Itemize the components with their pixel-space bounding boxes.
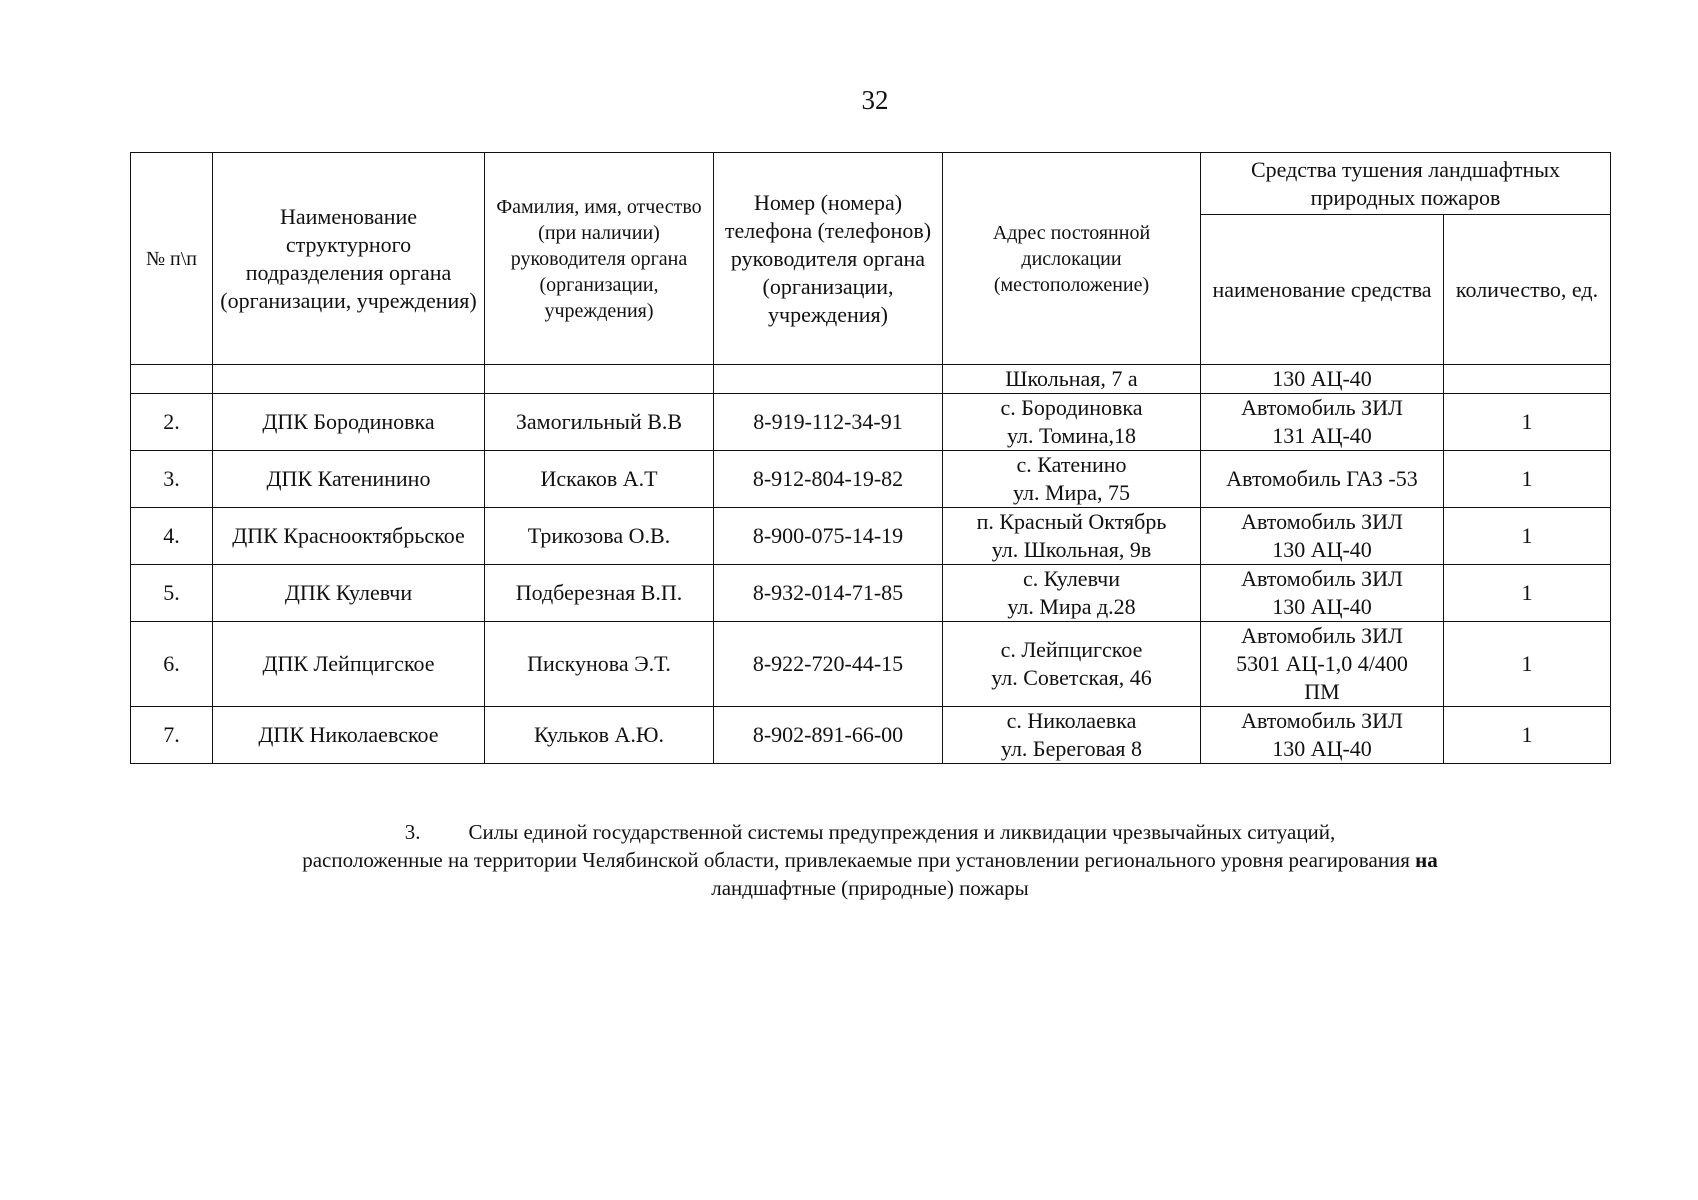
- cell-head-name: Кульков А.Ю.: [485, 707, 714, 764]
- cell-means-name: [1201, 394, 1444, 451]
- table-row: [131, 707, 1611, 764]
- header-unit-name: Наименование структурного подразделения органа (организации, учреждения): [213, 153, 485, 365]
- table-row: [131, 451, 1611, 508]
- cell-means-name-line: Автомобиль ЗИЛ: [1241, 395, 1403, 420]
- table-row: [131, 565, 1611, 622]
- cell-unit-name: [213, 365, 485, 394]
- cell-means-count: 1: [1444, 622, 1611, 707]
- header-means-count: количество, ед.: [1444, 215, 1611, 365]
- cell-means-name-line: Автомобиль ЗИЛ: [1241, 509, 1403, 534]
- cell-address-line: с. Лейпцигское: [1000, 637, 1143, 662]
- cell-address-line: ул. Береговая 8: [1000, 736, 1143, 761]
- cell-means-name: 130 АЦ-40: [1201, 365, 1444, 394]
- cell-means-name-line: 130 АЦ-40: [1272, 736, 1372, 761]
- cell-means-count: 1: [1444, 707, 1611, 764]
- header-means-group: Средства тушения ландшафтных природных пожаров: [1201, 153, 1611, 215]
- cell-means-name: [1201, 707, 1444, 764]
- caption-line-1: [130, 818, 1610, 846]
- cell-means-count: 1: [1444, 508, 1611, 565]
- caption-line-2: [130, 846, 1610, 874]
- cell-address-line: с. Кулевчи: [1023, 566, 1120, 591]
- cell-address-line: ул. Советская, 46: [991, 665, 1152, 690]
- cell-phone: 8-922-720-44-15: [714, 622, 943, 707]
- cell-num: 5.: [131, 565, 213, 622]
- caption-line-2-bold: на: [1415, 848, 1438, 872]
- cell-means-name-line: Автомобиль ЗИЛ: [1241, 623, 1403, 648]
- cell-means-count: 1: [1444, 565, 1611, 622]
- cell-head-name: Искаков А.Т: [485, 451, 714, 508]
- cell-address-line: ул. Томина,18: [1006, 423, 1137, 448]
- cell-address-line: ул. Мира, 75: [1012, 480, 1131, 505]
- header-phone: Номер (номера) телефона (телефонов) руководителя органа (организации, учреждения): [714, 153, 943, 365]
- cell-unit-name: ДПК Катенинино: [213, 451, 485, 508]
- cell-unit-name: ДПК Николаевское: [213, 707, 485, 764]
- cell-unit-name: ДПК Бородиновка: [213, 394, 485, 451]
- cell-unit-name: ДПК Краснооктябрьское: [213, 508, 485, 565]
- cell-phone: [714, 365, 943, 394]
- cell-address-line: п. Красный Октябрь: [976, 509, 1167, 534]
- cell-phone: 8-932-014-71-85: [714, 565, 943, 622]
- caption-line-2-text: расположенные на территории Челябинской области, привлекаемые при установлении регионального уровня реагирования: [302, 848, 1416, 872]
- cell-means-name: [1201, 565, 1444, 622]
- cell-address-line: с. Катенино: [1016, 452, 1127, 477]
- caption-line-1-text: Силы единой государственной системы предупреждения и ликвидации чрезвычайных ситуаций,: [468, 820, 1336, 844]
- cell-means-name: [1201, 451, 1444, 508]
- cell-means-name-line: Автомобиль ГАЗ -53: [1226, 466, 1418, 491]
- cell-address: [943, 622, 1201, 707]
- cell-address: [943, 394, 1201, 451]
- cell-means-name: [1201, 622, 1444, 707]
- cell-num: 7.: [131, 707, 213, 764]
- cell-means-name-line: 130 АЦ-40: [1272, 594, 1372, 619]
- cell-head-name: Трикозова О.В.: [485, 508, 714, 565]
- cell-num: [131, 365, 213, 394]
- cell-unit-name: ДПК Кулевчи: [213, 565, 485, 622]
- section-caption: [130, 818, 1610, 902]
- cell-phone: 8-919-112-34-91: [714, 394, 943, 451]
- cell-address: [943, 508, 1201, 565]
- table-row-carryover: [131, 365, 1611, 394]
- header-address: Адрес постоянной дислокации (местоположение): [943, 153, 1201, 365]
- cell-address: [943, 707, 1201, 764]
- cell-unit-name: ДПК Лейпцигское: [213, 622, 485, 707]
- header-num: № п\п: [131, 153, 213, 365]
- cell-means-name-line: Автомобиль ЗИЛ: [1241, 566, 1403, 591]
- cell-means-name-line: ПМ: [1304, 679, 1340, 704]
- cell-means-count: [1444, 365, 1611, 394]
- cell-address: [943, 451, 1201, 508]
- cell-means-name-line: 5301 АЦ-1,0 4/400: [1236, 651, 1408, 676]
- cell-means-name-line: 130 АЦ-40: [1272, 537, 1372, 562]
- cell-head-name: [485, 365, 714, 394]
- cell-address: [943, 565, 1201, 622]
- cell-address-line: ул. Мира д.28: [1007, 594, 1136, 619]
- cell-means-name: [1201, 508, 1444, 565]
- cell-num: 6.: [131, 622, 213, 707]
- cell-num: 4.: [131, 508, 213, 565]
- table-row: [131, 394, 1611, 451]
- page-number: 32: [861, 85, 889, 115]
- table-row: [131, 622, 1611, 707]
- cell-phone: 8-912-804-19-82: [714, 451, 943, 508]
- cell-address-line: с. Николаевка: [1006, 708, 1137, 733]
- cell-num: 2.: [131, 394, 213, 451]
- cell-head-name: Подберезная В.П.: [485, 565, 714, 622]
- caption-line-3: ландшафтные (природные) пожары: [711, 876, 1029, 900]
- cell-means-name-line: Автомобиль ЗИЛ: [1241, 708, 1403, 733]
- cell-means-count: 1: [1444, 451, 1611, 508]
- cell-means-count: 1: [1444, 394, 1611, 451]
- cell-address-line: с. Бородиновка: [1000, 395, 1143, 420]
- cell-phone: 8-900-075-14-19: [714, 508, 943, 565]
- cell-phone: 8-902-891-66-00: [714, 707, 943, 764]
- cell-means-name-line: 131 АЦ-40: [1272, 423, 1372, 448]
- cell-address-line: ул. Школьная, 9в: [991, 537, 1152, 562]
- table-row: [131, 508, 1611, 565]
- cell-num: 3.: [131, 451, 213, 508]
- fire-units-table: [130, 152, 1611, 764]
- cell-address: Школьная, 7 а: [943, 365, 1201, 394]
- cell-head-name: Пискунова Э.Т.: [485, 622, 714, 707]
- header-means-name: наименование средства: [1201, 215, 1444, 365]
- section-number: 3.: [404, 820, 421, 844]
- header-head-name: Фамилия, имя, отчество (при наличии) руководителя органа (организации, учреждения): [485, 153, 714, 365]
- cell-head-name: Замогильный В.В: [485, 394, 714, 451]
